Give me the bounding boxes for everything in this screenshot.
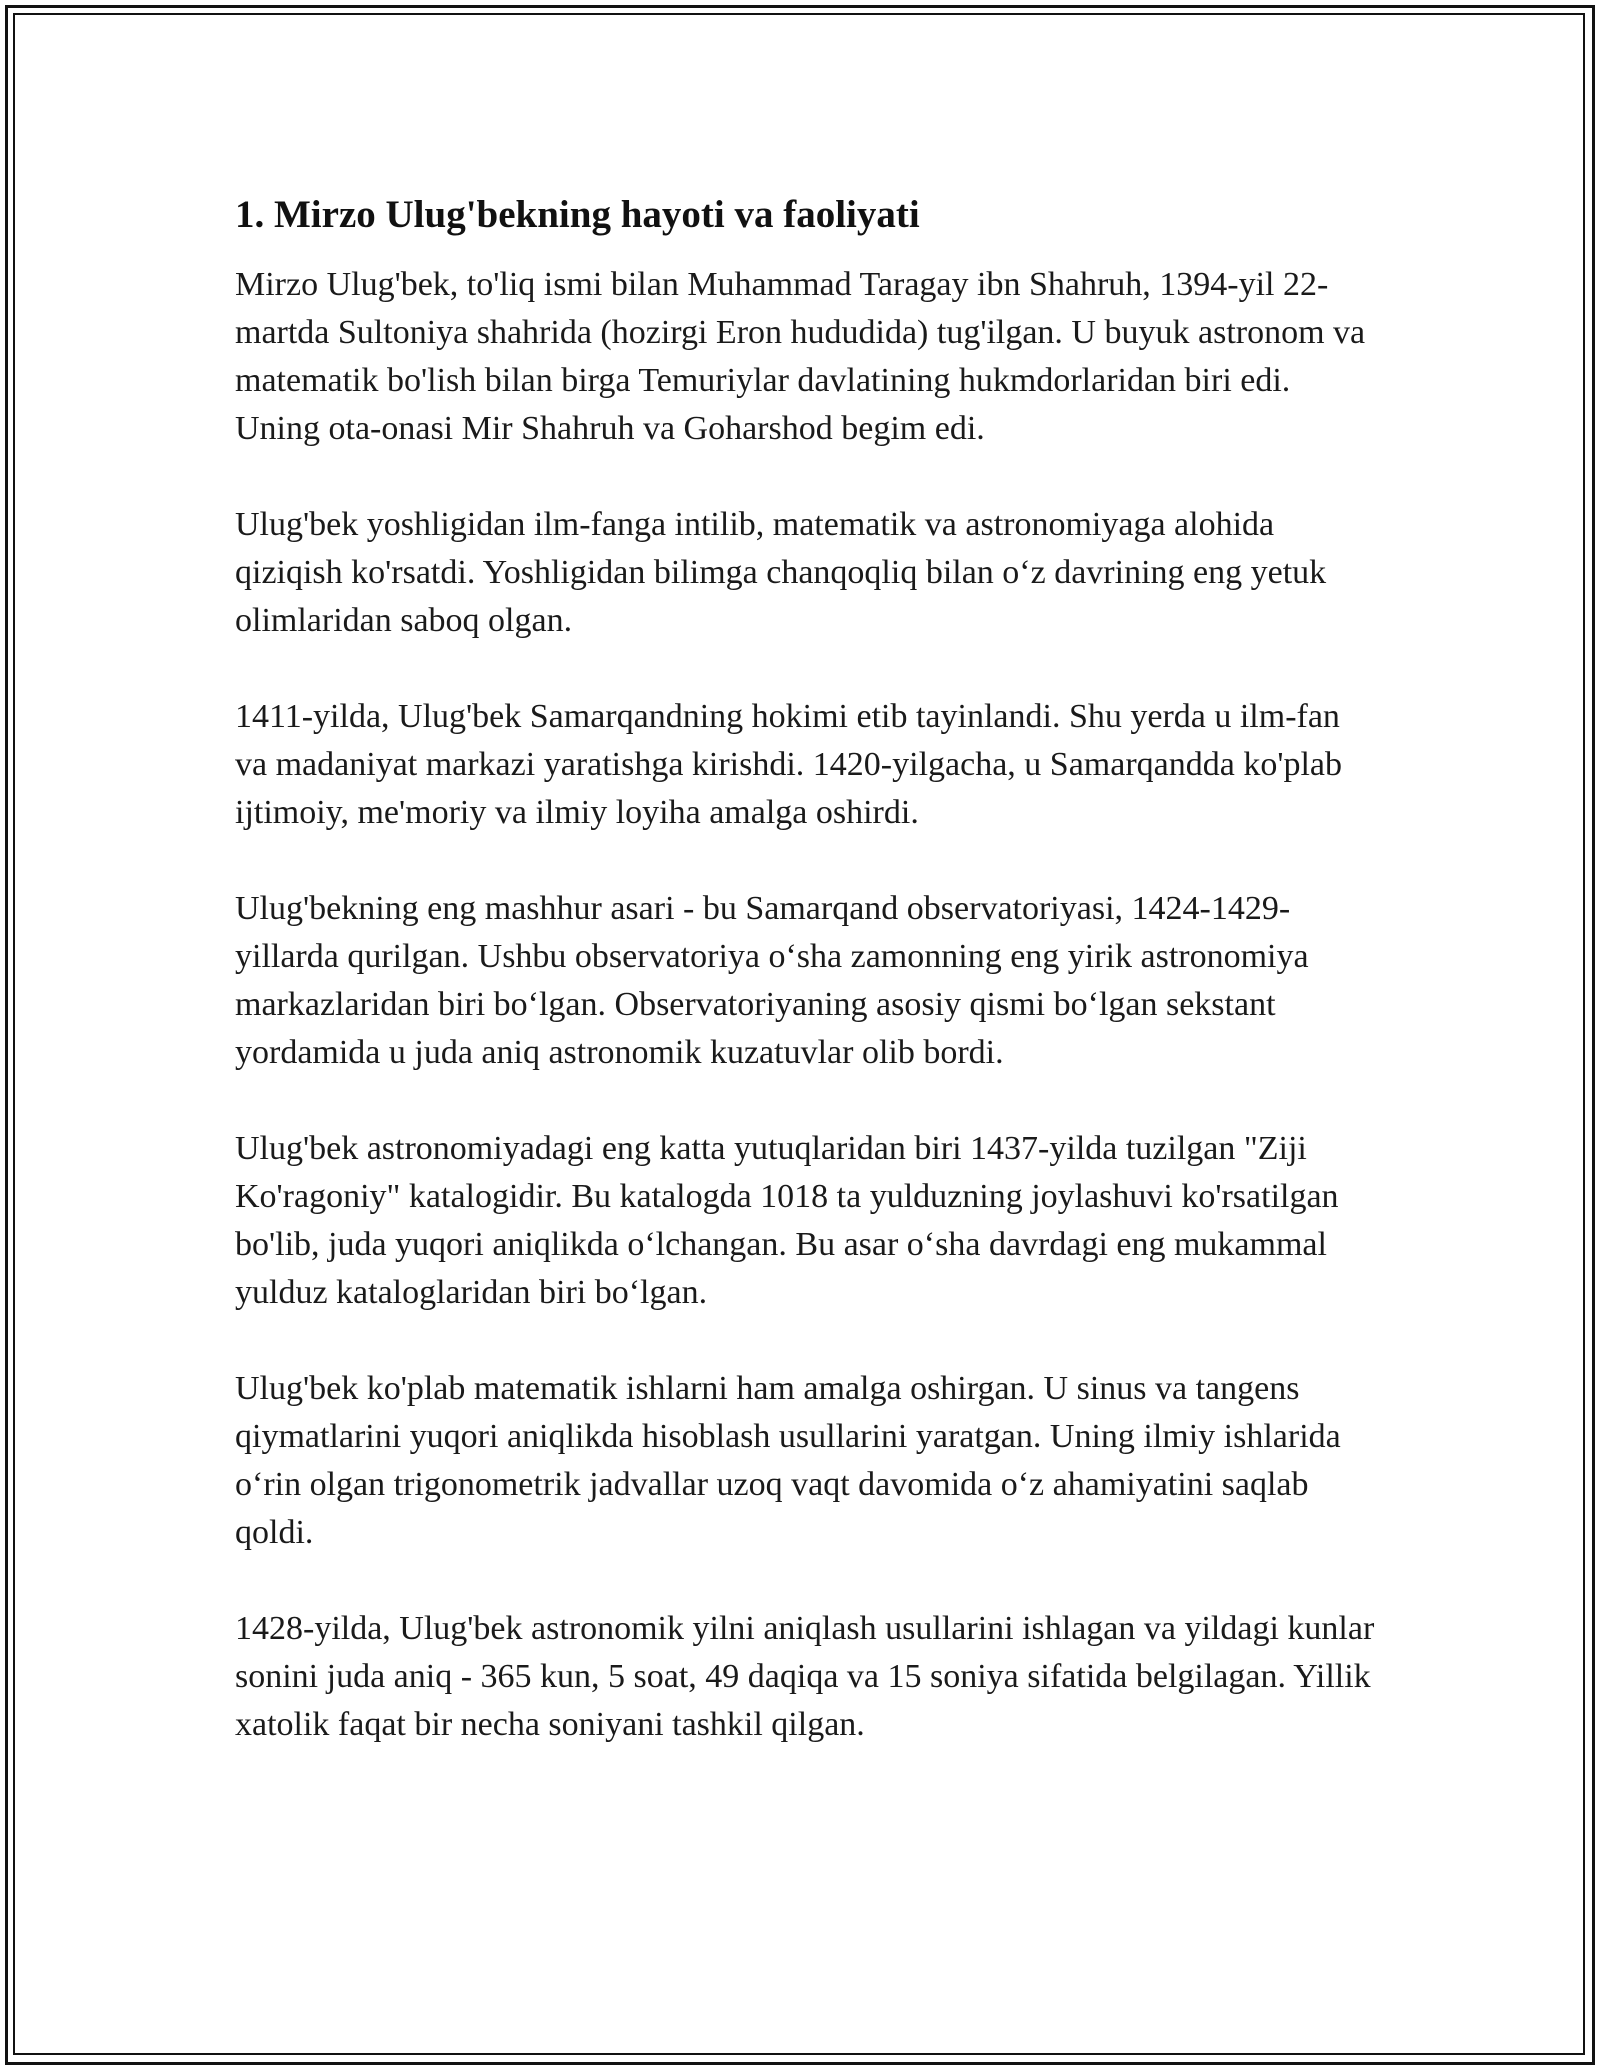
section-heading: 1. Mirzo Ulug'bekning hayoti va faoliyati xyxy=(235,193,920,236)
document-body xyxy=(235,180,1375,1797)
paragraph-biography: Mirzo Ulug'bek, to'liq ismi bilan Muhammad Taragay ibn Shahruh, 1394-yil 22-martda Sultoniya shahrida (hozirgi Eron hududida) tug'ilgan. U buyuk astronom va matematik bo'lish bilan birga Temuriylar davlatining hukmdorlaridan biri edi. Uning ota-onasi Mir Shahruh va Goharshod begim edi. xyxy=(235,265,1366,447)
paragraph-observatory: Ulug'bekning eng mashhur asari - bu Samarqand observatoriyasi, 1424-1429-yillarda qurilgan. Ushbu observatoriya o‘sha zamonning eng yirik astronomiya markazlaridan biri bo‘lgan. Observatoriyaning asosiy qismi bo‘lgan sekstant yordamida u juda aniq astronomik kuzatuvlar olib bordi. xyxy=(235,889,1309,1071)
paragraph-youth: Ulug'bek yoshligidan ilm-fanga intilib, matematik va astronomiyaga alohida qiziqish ko'rsatdi. Yoshligidan bilimga chanqoqliq bilan o‘z davrining eng yetuk olimlaridan saboq olgan. xyxy=(235,505,1327,639)
paragraph-governor: 1411-yilda, Ulug'bek Samarqandning hokimi etib tayinlandi. Shu yerda u ilm-fan va madaniyat markazi yaratishga kirishdi. 1420-yilgacha, u Samarqandda ko'plab ijtimoiy, me'moriy va ilmiy loyiha amalga oshirdi. xyxy=(235,697,1342,831)
paragraph-star-catalog: Ulug'bek astronomiyadagi eng katta yutuqlaridan biri 1437-yilda tuzilgan "Ziji Ko'ragoniy" katalogidir. Bu katalogda 1018 ta yulduzning joylashuvi ko'rsatilgan bo'lib, juda yuqori aniqlikda o‘lchangan. Bu asar o‘sha davrdagi eng mukammal yulduz kataloglaridan biri bo‘lgan. xyxy=(235,1129,1339,1311)
paragraph-year-length: 1428-yilda, Ulug'bek astronomik yilni aniqlash usullarini ishlagan va yildagi kunlar sonini juda aniq - 365 kun, 5 soat, 49 daqiqa va 15 soniya sifatida belgilagan. Yillik xatolik faqat bir necha soniyani tashkil qilgan. xyxy=(235,1609,1375,1743)
paragraph-mathematics: Ulug'bek ko'plab matematik ishlarni ham amalga oshirgan. U sinus va tangens qiymatlarini yuqori aniqlikda hisoblash usullarini yaratgan. Uning ilmiy ishlarida o‘rin olgan trigonometrik jadvallar uzoq vaqt davomida o‘z ahamiyatini saqlab qoldi. xyxy=(235,1369,1341,1551)
